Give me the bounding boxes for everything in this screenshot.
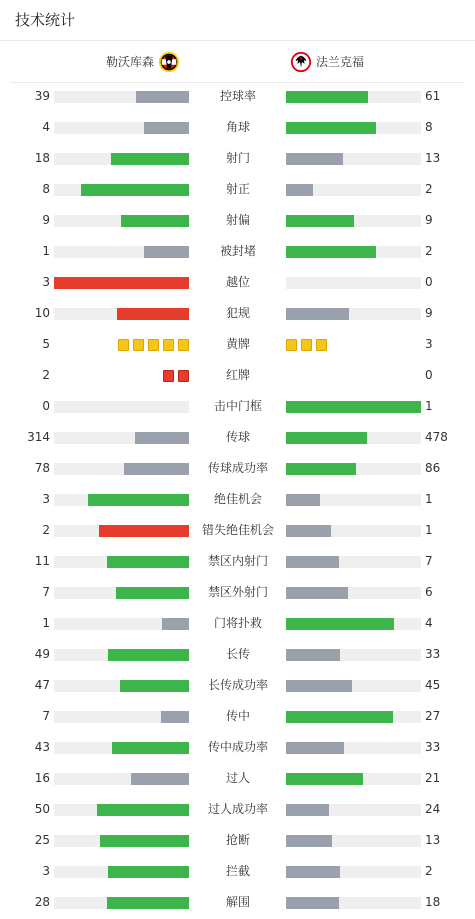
home-stat-value: 1 bbox=[42, 616, 50, 630]
stat-label: 黄牌 bbox=[225, 337, 250, 351]
away-stat-bar-fill bbox=[286, 649, 340, 661]
home-stat-value: 50 bbox=[34, 802, 50, 816]
away-cards bbox=[286, 339, 327, 351]
home-stat-value: 8 bbox=[42, 182, 50, 196]
stats-list bbox=[0, 81, 475, 918]
away-team-name: 法兰克福 bbox=[316, 55, 365, 69]
away-stat-value: 27 bbox=[425, 709, 441, 723]
away-stat-bar bbox=[286, 215, 421, 227]
home-stat-bar-fill bbox=[121, 215, 189, 227]
home-stat-bar bbox=[54, 122, 189, 134]
home-stat-value: 11 bbox=[34, 554, 50, 568]
home-stat-bar-fill bbox=[161, 711, 189, 723]
stat-row bbox=[0, 391, 475, 422]
away-stat-bar-fill bbox=[286, 401, 421, 413]
home-stat-bar-fill bbox=[88, 494, 189, 506]
stat-label: 错失绝佳机会 bbox=[201, 523, 274, 537]
home-cards bbox=[118, 339, 189, 351]
away-stat-bar-fill bbox=[286, 556, 339, 568]
home-stat-bar-fill bbox=[107, 556, 189, 568]
home-stat-value: 3 bbox=[42, 492, 50, 506]
away-stat-bar-fill bbox=[286, 618, 394, 630]
home-stat-bar-fill bbox=[162, 618, 189, 630]
stat-label: 被封堵 bbox=[219, 244, 256, 258]
home-stat-bar-fill bbox=[100, 835, 189, 847]
away-stat-bar-fill bbox=[286, 711, 393, 723]
home-stat-value: 5 bbox=[42, 337, 50, 351]
home-stat-bar-fill bbox=[136, 91, 189, 103]
home-stat-bar bbox=[54, 649, 189, 661]
away-stat-bar-fill bbox=[286, 897, 339, 909]
away-stat-value: 61 bbox=[425, 89, 441, 103]
home-stat-value: 7 bbox=[42, 709, 50, 723]
away-stat-bar bbox=[286, 742, 421, 754]
away-stat-bar bbox=[286, 432, 421, 444]
away-stat-value: 21 bbox=[425, 771, 441, 785]
home-stat-bar bbox=[54, 432, 189, 444]
home-stat-bar-fill bbox=[81, 184, 189, 196]
home-cards bbox=[163, 370, 189, 382]
home-stat-value: 18 bbox=[34, 151, 50, 165]
home-stat-bar bbox=[54, 618, 189, 630]
away-stat-value: 33 bbox=[425, 740, 441, 754]
home-team-name: 勒沃库森 bbox=[105, 55, 154, 69]
home-stat-bar-fill bbox=[144, 246, 189, 258]
away-stat-value: 2 bbox=[425, 864, 433, 878]
stat-label: 传球成功率 bbox=[207, 461, 268, 475]
away-stat-bar-fill bbox=[286, 122, 376, 134]
stat-label: 禁区内射门 bbox=[207, 554, 268, 568]
yellow-card-icon bbox=[133, 339, 144, 351]
home-stat-bar-fill bbox=[131, 773, 189, 785]
home-stat-bar-fill bbox=[135, 432, 189, 444]
stat-label: 传球 bbox=[225, 430, 250, 444]
home-stat-bar bbox=[54, 463, 189, 475]
stat-row bbox=[0, 732, 475, 763]
stat-label: 拦截 bbox=[225, 864, 250, 878]
away-stat-bar bbox=[286, 153, 421, 165]
away-stat-bar-fill bbox=[286, 804, 329, 816]
home-stat-bar bbox=[54, 308, 189, 320]
home-stat-bar bbox=[54, 184, 189, 196]
stat-label: 禁区外射门 bbox=[207, 585, 268, 599]
away-stat-bar-fill bbox=[286, 432, 367, 444]
stat-row bbox=[0, 236, 475, 267]
home-stat-value: 1 bbox=[42, 244, 50, 258]
stat-label: 抢断 bbox=[225, 833, 250, 847]
away-stat-bar bbox=[286, 835, 421, 847]
stat-label: 射偏 bbox=[225, 213, 250, 227]
away-stat-bar bbox=[286, 308, 421, 320]
home-stat-bar bbox=[54, 401, 189, 413]
stat-label: 红牌 bbox=[225, 368, 250, 382]
home-stat-value: 3 bbox=[42, 275, 50, 289]
away-stat-bar bbox=[286, 773, 421, 785]
away-stat-value: 45 bbox=[425, 678, 441, 692]
home-stat-bar-fill bbox=[108, 649, 189, 661]
stat-label: 长传 bbox=[225, 647, 250, 661]
away-stat-bar bbox=[286, 91, 421, 103]
home-stat-bar bbox=[54, 277, 189, 289]
away-stat-bar bbox=[286, 525, 421, 537]
stat-label: 角球 bbox=[225, 120, 250, 134]
yellow-card-icon bbox=[286, 339, 297, 351]
home-stat-bar bbox=[54, 773, 189, 785]
home-stat-value: 43 bbox=[34, 740, 50, 754]
away-stat-bar-fill bbox=[286, 91, 368, 103]
away-stat-bar bbox=[286, 587, 421, 599]
away-stat-bar bbox=[286, 246, 421, 258]
home-stat-bar bbox=[54, 587, 189, 599]
away-stat-value: 1 bbox=[425, 492, 433, 506]
away-stat-bar-fill bbox=[286, 866, 340, 878]
home-stat-bar-fill bbox=[124, 463, 189, 475]
stat-row bbox=[0, 174, 475, 205]
away-stat-bar bbox=[286, 897, 421, 909]
stat-row bbox=[0, 670, 475, 701]
away-stat-bar-fill bbox=[286, 680, 352, 692]
stat-row bbox=[0, 453, 475, 484]
away-stat-value: 3 bbox=[425, 337, 433, 351]
stat-label: 传中成功率 bbox=[207, 740, 268, 754]
home-stat-value: 2 bbox=[42, 368, 50, 382]
home-stat-bar-fill bbox=[120, 680, 189, 692]
stat-row bbox=[0, 205, 475, 236]
home-stat-bar bbox=[54, 215, 189, 227]
home-stat-bar bbox=[54, 525, 189, 537]
stat-row bbox=[0, 267, 475, 298]
stat-row bbox=[0, 143, 475, 174]
home-stat-bar bbox=[54, 897, 189, 909]
away-stat-value: 18 bbox=[425, 895, 441, 909]
stat-row bbox=[0, 701, 475, 732]
stat-row bbox=[0, 515, 475, 546]
home-stat-value: 2 bbox=[42, 523, 50, 537]
away-stat-bar-fill bbox=[286, 525, 331, 537]
home-stat-value: 47 bbox=[34, 678, 50, 692]
home-stat-bar-fill bbox=[111, 153, 189, 165]
stat-row bbox=[0, 329, 475, 360]
yellow-card-icon bbox=[316, 339, 327, 351]
stat-label: 绝佳机会 bbox=[213, 492, 262, 506]
stat-row bbox=[0, 639, 475, 670]
home-stat-bar-fill bbox=[107, 897, 189, 909]
home-stat-bar-fill bbox=[112, 742, 189, 754]
stat-label: 击中门框 bbox=[213, 399, 262, 413]
stat-label: 越位 bbox=[225, 275, 250, 289]
away-stat-bar-fill bbox=[286, 184, 313, 196]
home-stat-bar bbox=[54, 804, 189, 816]
leverkusen-crest-icon bbox=[158, 51, 180, 73]
home-stat-bar bbox=[54, 835, 189, 847]
team-header bbox=[10, 41, 465, 83]
away-stat-value: 0 bbox=[425, 368, 433, 382]
away-stat-value: 0 bbox=[425, 275, 433, 289]
stat-label: 解围 bbox=[225, 895, 250, 909]
stat-row bbox=[0, 81, 475, 112]
stat-row bbox=[0, 577, 475, 608]
stat-label: 传中 bbox=[225, 709, 250, 723]
away-stat-value: 86 bbox=[425, 461, 441, 475]
home-stat-bar bbox=[54, 91, 189, 103]
away-stat-value: 9 bbox=[425, 306, 433, 320]
away-stat-bar bbox=[286, 556, 421, 568]
stat-label: 过人 bbox=[225, 771, 250, 785]
stat-label: 过人成功率 bbox=[207, 802, 268, 816]
stat-row bbox=[0, 794, 475, 825]
yellow-card-icon bbox=[301, 339, 312, 351]
home-stat-value: 0 bbox=[42, 399, 50, 413]
away-stat-bar-fill bbox=[286, 494, 320, 506]
home-stat-bar bbox=[54, 742, 189, 754]
home-stat-bar bbox=[54, 153, 189, 165]
home-stat-bar bbox=[54, 866, 189, 878]
home-stat-bar-fill bbox=[117, 308, 189, 320]
home-stat-bar bbox=[54, 711, 189, 723]
red-card-icon bbox=[178, 370, 189, 382]
stat-label: 射正 bbox=[225, 182, 250, 196]
home-stat-bar bbox=[54, 494, 189, 506]
away-stat-bar bbox=[286, 866, 421, 878]
home-stat-value: 4 bbox=[42, 120, 50, 134]
yellow-card-icon bbox=[163, 339, 174, 351]
away-stat-value: 7 bbox=[425, 554, 433, 568]
stat-row bbox=[0, 546, 475, 577]
away-stat-bar-fill bbox=[286, 246, 376, 258]
stat-row bbox=[0, 360, 475, 391]
away-stat-value: 1 bbox=[425, 523, 433, 537]
away-stat-value: 9 bbox=[425, 213, 433, 227]
away-stat-value: 13 bbox=[425, 151, 441, 165]
away-stat-bar bbox=[286, 804, 421, 816]
stat-label: 射门 bbox=[225, 151, 250, 165]
away-stat-bar bbox=[286, 184, 421, 196]
home-stat-bar-fill bbox=[99, 525, 189, 537]
home-stat-bar-fill bbox=[116, 587, 189, 599]
away-stat-bar-fill bbox=[286, 463, 356, 475]
away-stat-value: 8 bbox=[425, 120, 433, 134]
away-stat-value: 478 bbox=[425, 430, 448, 444]
page-title: 技术统计 bbox=[0, 0, 475, 41]
stat-row bbox=[0, 763, 475, 794]
stat-label: 犯规 bbox=[225, 306, 250, 320]
red-card-icon bbox=[163, 370, 174, 382]
away-stat-bar bbox=[286, 494, 421, 506]
stat-label: 控球率 bbox=[219, 89, 256, 103]
yellow-card-icon bbox=[148, 339, 159, 351]
yellow-card-icon bbox=[118, 339, 129, 351]
home-stat-value: 28 bbox=[34, 895, 50, 909]
stat-row bbox=[0, 112, 475, 143]
away-stat-bar bbox=[286, 711, 421, 723]
away-stat-value: 1 bbox=[425, 399, 433, 413]
home-stat-value: 7 bbox=[42, 585, 50, 599]
stat-row bbox=[0, 856, 475, 887]
away-stat-bar bbox=[286, 649, 421, 661]
home-stat-value: 314 bbox=[27, 430, 50, 444]
home-stat-bar bbox=[54, 246, 189, 258]
stat-label: 长传成功率 bbox=[207, 678, 268, 692]
away-stat-bar-fill bbox=[286, 153, 343, 165]
away-stat-value: 33 bbox=[425, 647, 441, 661]
away-stat-bar-fill bbox=[286, 215, 354, 227]
home-stat-value: 3 bbox=[42, 864, 50, 878]
home-stat-bar bbox=[54, 680, 189, 692]
away-stat-bar-fill bbox=[286, 308, 349, 320]
home-stat-bar-fill bbox=[97, 804, 189, 816]
away-stat-bar bbox=[286, 463, 421, 475]
away-stat-bar-fill bbox=[286, 742, 344, 754]
stat-row bbox=[0, 298, 475, 329]
stat-label: 门将扑救 bbox=[213, 616, 262, 630]
stat-row bbox=[0, 422, 475, 453]
home-stat-value: 10 bbox=[34, 306, 50, 320]
home-stat-value: 16 bbox=[34, 771, 50, 785]
away-stat-value: 2 bbox=[425, 182, 433, 196]
home-team[interactable] bbox=[106, 41, 180, 82]
away-stat-bar-fill bbox=[286, 587, 348, 599]
home-stat-value: 78 bbox=[34, 461, 50, 475]
away-stat-value: 2 bbox=[425, 244, 433, 258]
away-stat-value: 24 bbox=[425, 802, 441, 816]
home-stat-bar-fill bbox=[108, 866, 189, 878]
away-stat-value: 4 bbox=[425, 616, 433, 630]
home-stat-value: 49 bbox=[34, 647, 50, 661]
yellow-card-icon bbox=[178, 339, 189, 351]
stat-row bbox=[0, 825, 475, 856]
home-stat-bar-fill bbox=[144, 122, 189, 134]
stat-row bbox=[0, 484, 475, 515]
away-stat-bar-fill bbox=[286, 773, 363, 785]
home-stat-bar bbox=[54, 556, 189, 568]
away-stat-bar bbox=[286, 680, 421, 692]
away-stat-bar-fill bbox=[286, 835, 332, 847]
home-stat-value: 39 bbox=[34, 89, 50, 103]
home-stat-value: 25 bbox=[34, 833, 50, 847]
away-stat-bar bbox=[286, 618, 421, 630]
away-team[interactable] bbox=[290, 41, 364, 82]
away-stat-bar bbox=[286, 277, 421, 289]
away-stat-bar bbox=[286, 122, 421, 134]
stat-row bbox=[0, 608, 475, 639]
home-stat-bar-fill bbox=[54, 277, 189, 289]
stat-row bbox=[0, 887, 475, 918]
away-stat-value: 6 bbox=[425, 585, 433, 599]
away-stat-bar bbox=[286, 401, 421, 413]
home-stat-value: 9 bbox=[42, 213, 50, 227]
frankfurt-crest-icon bbox=[290, 51, 312, 73]
away-stat-value: 13 bbox=[425, 833, 441, 847]
